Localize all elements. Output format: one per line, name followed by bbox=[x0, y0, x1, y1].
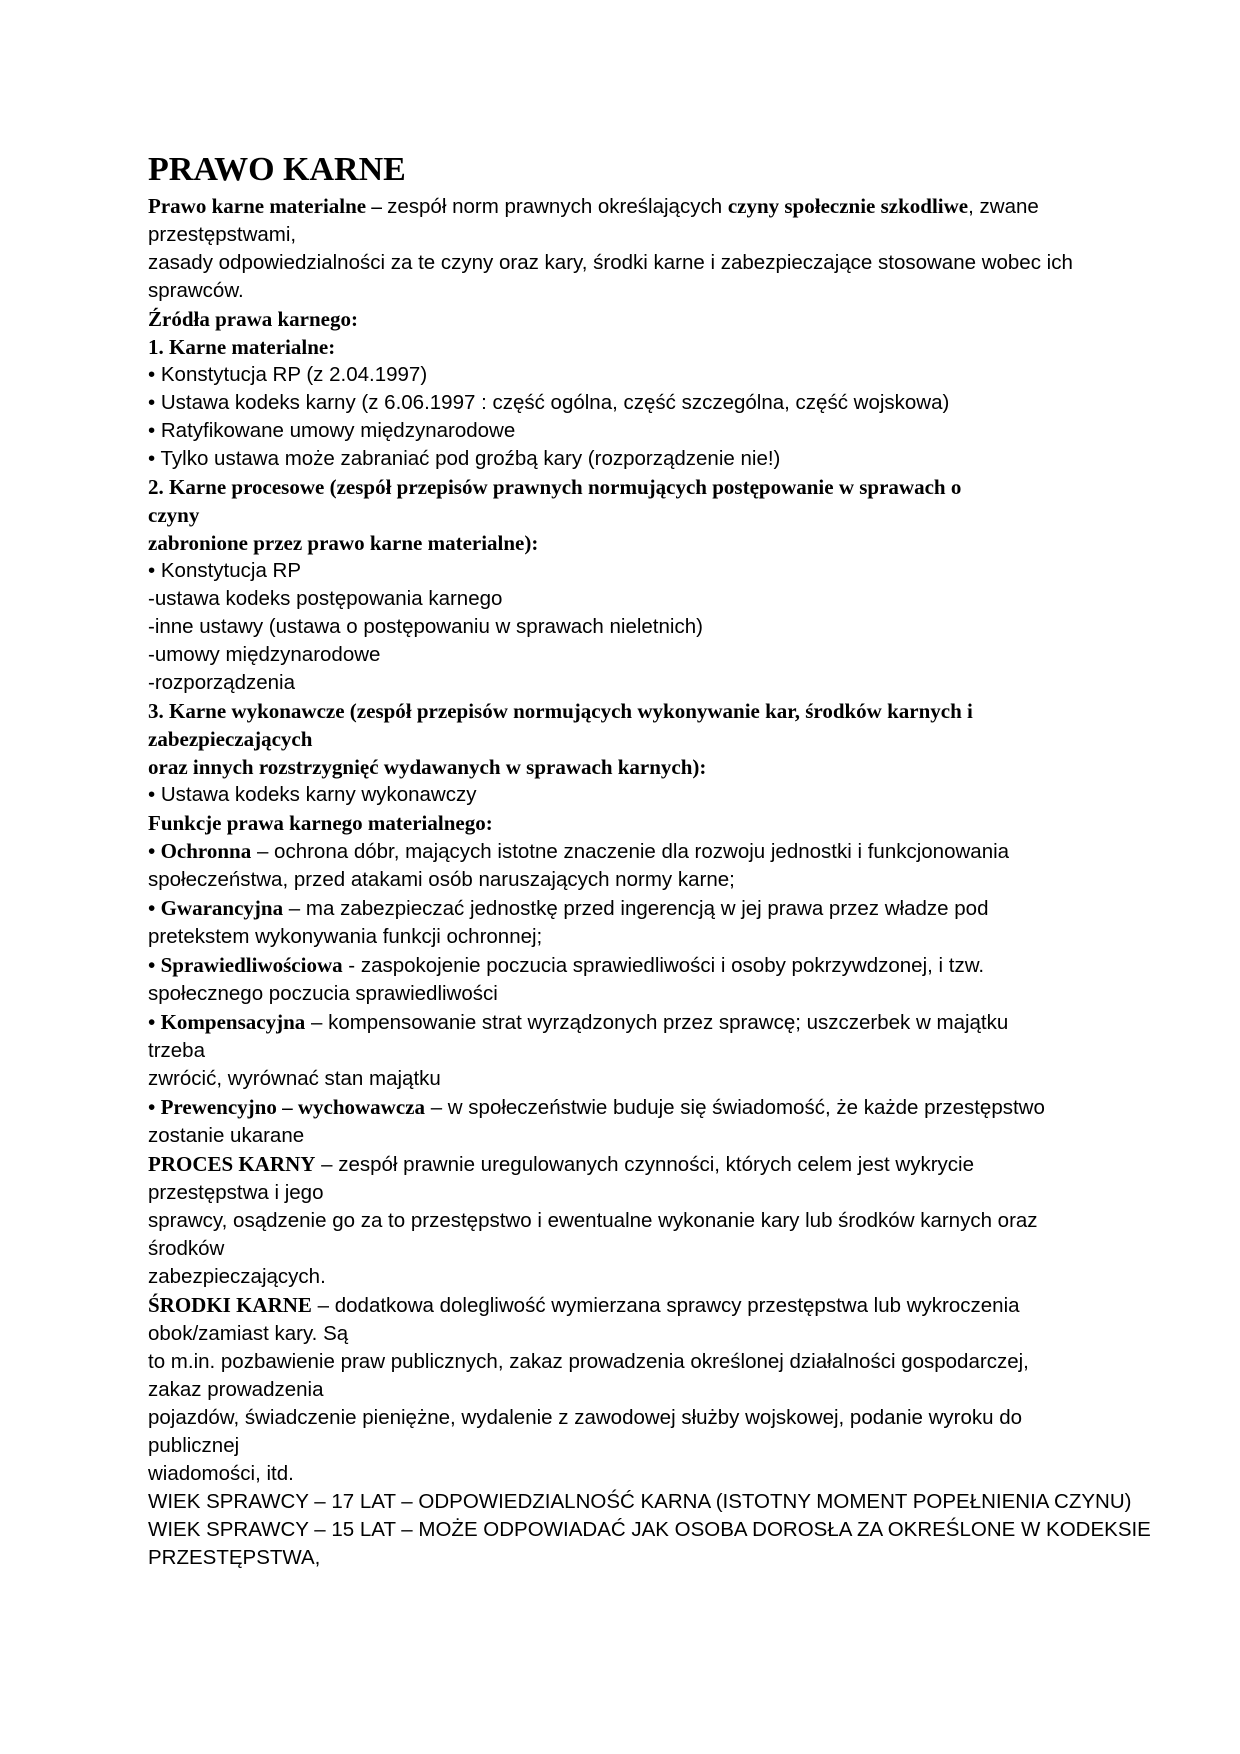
definition-line: Prawo karne materialne – zespół norm prawnych określających czyny społecznie szkodliwe, zwane bbox=[148, 194, 1039, 218]
penal-measures-cont: obok/zamiast kary. Są bbox=[148, 1322, 349, 1345]
function-guarantee: • Gwarancyjna – ma zabezpieczać jednostkę przed ingerencją w jej prawa przez władze pod bbox=[148, 896, 989, 920]
criminal-process-cont: środków bbox=[148, 1237, 225, 1260]
section-3-item: • Ustawa kodeks karny wykonawczy bbox=[148, 783, 477, 806]
section-1-item: • Tylko ustawa może zabraniać pod groźbą kary (rozporządzenie nie!) bbox=[148, 447, 781, 470]
criminal-process: PROCES KARNY – zespół prawnie uregulowanych czynności, których celem jest wykrycie bbox=[148, 1152, 974, 1176]
sources-heading: Źródła prawa karnego: bbox=[148, 307, 358, 331]
document-title: PRAWO KARNE bbox=[148, 151, 406, 188]
function-justice: • Sprawiedliwościowa - zaspokojenie poczucia sprawiedliwości i osoby pokrzywdzonej, i tzw. bbox=[148, 953, 985, 977]
penal-measures: ŚRODKI KARNE – dodatkowa dolegliwość wymierzana sprawcy przestępstwa lub wykroczenia bbox=[148, 1293, 1020, 1317]
section-1-heading: 1. Karne materialne: bbox=[148, 335, 336, 359]
definition-line: przestępstwami, bbox=[148, 223, 297, 246]
section-1-item: • Ratyfikowane umowy międzynarodowe bbox=[148, 419, 516, 442]
function-justice-cont: społecznego poczucia sprawiedliwości bbox=[148, 982, 498, 1005]
penal-measures-cont: zakaz prowadzenia bbox=[148, 1378, 324, 1401]
definition-term: Prawo karne materialne – bbox=[148, 194, 388, 218]
penal-measures-cont: wiadomości, itd. bbox=[148, 1462, 294, 1485]
function-prevention-cont: zostanie ukarane bbox=[148, 1124, 305, 1147]
age-rule-15: WIEK SPRAWCY – 15 LAT – MOŻE ODPOWIADAĆ JAK OSOBA DOROSŁA ZA OKREŚLONE W KODEKSIE bbox=[148, 1518, 1151, 1541]
section-3-heading: 3. Karne wykonawcze (zespół przepisów normujących wykonywanie kar, środków karnych i bbox=[148, 699, 973, 723]
section-2-item: -rozporządzenia bbox=[148, 671, 295, 694]
penal-measures-cont: to m.in. pozbawienie praw publicznych, zakaz prowadzenia określonej działalności gospodarczej, bbox=[148, 1350, 1029, 1373]
definition-line: zasady odpowiedzialności za te czyny oraz kary, środki karne i zabezpieczające stosowane wobec ich bbox=[148, 251, 1073, 274]
section-2-item: • Konstytucja RP bbox=[148, 559, 302, 582]
age-rule-15-cont: PRZESTĘPSTWA, bbox=[148, 1546, 321, 1569]
criminal-process-cont: zabezpieczających. bbox=[148, 1265, 326, 1288]
penal-measures-cont: pojazdów, świadczenie pieniężne, wydalenie z zawodowej służby wojskowej, podanie wyroku do bbox=[148, 1406, 1023, 1429]
section-2-heading: zabronione przez prawo karne materialne): bbox=[148, 531, 539, 555]
section-3-heading: oraz innych rozstrzygnięć wydawanych w sprawach karnych): bbox=[148, 755, 707, 779]
section-2-heading: 2. Karne procesowe (zespół przepisów prawnych normujących postępowanie w sprawach o bbox=[148, 475, 962, 499]
section-2-item: -inne ustawy (ustawa o postępowaniu w sprawach nieletnich) bbox=[148, 615, 703, 638]
penal-measures-cont: publicznej bbox=[148, 1434, 240, 1457]
functions-heading: Funkcje prawa karnego materialnego: bbox=[148, 811, 493, 835]
function-protective-cont: społeczeństwa, przed atakami osób naruszających normy karne; bbox=[148, 868, 735, 891]
section-2-heading: czyny bbox=[148, 503, 200, 527]
function-compensation-cont: zwrócić, wyrównać stan majątku bbox=[148, 1067, 441, 1090]
document-page bbox=[148, 150, 1151, 1572]
function-prevention: • Prewencyjno – wychowawcza – w społeczeństwie buduje się świadomość, że każde przestępstwo bbox=[148, 1095, 1045, 1119]
function-compensation: • Kompensacyjna – kompensowanie strat wyrządzonych przez sprawcę; uszczerbek w majątku bbox=[148, 1010, 1009, 1034]
section-1-item: • Ustawa kodeks karny (z 6.06.1997 : część ogólna, część szczególna, część wojskowa) bbox=[148, 391, 950, 414]
definition-highlight: czyny społecznie szkodliwe bbox=[727, 194, 969, 218]
section-3-heading: zabezpieczających bbox=[148, 727, 313, 751]
section-2-item: -ustawa kodeks postępowania karnego bbox=[148, 587, 503, 610]
section-2-item: -umowy międzynarodowe bbox=[148, 643, 381, 666]
criminal-process-cont: przestępstwa i jego bbox=[148, 1181, 324, 1204]
criminal-process-cont: sprawcy, osądzenie go za to przestępstwo i ewentualne wykonanie kary lub środków karnych oraz bbox=[148, 1209, 1038, 1232]
age-rule-17: WIEK SPRAWCY – 17 LAT – ODPOWIEDZIALNOŚĆ KARNA (ISTOTNY MOMENT POPEŁNIENIA CZYNU) bbox=[148, 1490, 1132, 1513]
function-protective: • Ochronna – ochrona dóbr, mających istotne znaczenie dla rozwoju jednostki i funkcjonowania bbox=[148, 839, 1010, 863]
function-compensation-cont: trzeba bbox=[148, 1039, 205, 1062]
function-guarantee-cont: pretekstem wykonywania funkcji ochronnej; bbox=[148, 925, 543, 948]
section-1-item: • Konstytucja RP (z 2.04.1997) bbox=[148, 363, 428, 386]
definition-line: sprawców. bbox=[148, 279, 244, 302]
